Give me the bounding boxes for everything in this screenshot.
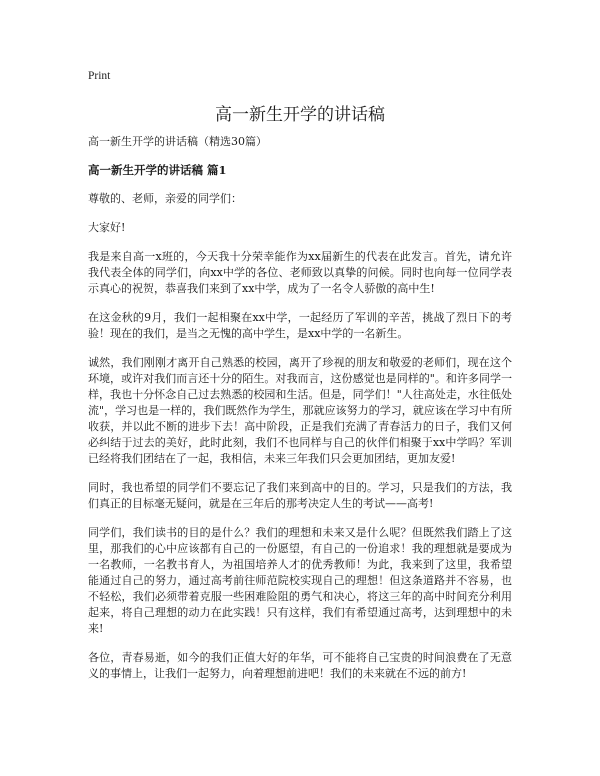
paragraph-greeting: 大家好!	[88, 221, 126, 234]
document-title: 高一新生开学的讲话稿	[215, 105, 385, 125]
paragraph: 我是来自高一x班的，今天我十分荣幸能作为xx届新生的代表在此发言。首先，请允许我代表全体的同学们，向xx中学的各位、老师致以真挚的问候。同时也向每一位同学表示真心的祝贺，恭喜我们来到了xx中学，成为了一名令人骄傲的高中生!	[88, 250, 512, 295]
paragraph: 在这金秋的9月，我们一起相聚在xx中学，一起经历了军训的辛苦，挑战了烈日下的考验！现在的我们，是当之无愧的高中学生，是xx中学的一名新生。	[88, 311, 512, 340]
paragraph: 同时，我也希望的同学们不要忘记了我们来到高中的目的。学习，只是我们的方法，我们真正的目标毫无疑问，就是在三年后的那考决定人生的考试——高考!	[88, 481, 512, 510]
paragraph-salutation: 尊敬的、老师，亲爱的同学们：	[88, 192, 242, 205]
paragraph: 同学们，我们读书的目的是什么？我们的理想和未来又是什么呢？但既然我们踏上了这里，那我们的心中应该都有自己的一份愿望，有自己的一份追求！我的理想就是要成为一名教师，一名教书育人，为祖国培养人才的优秀教师！为此，我来到了这里，我希望能通过自己的努力，通过高考前往师范院校实现自己的理想！但这条道路并不容易，也不轻松，我们必须带着克服一些困难险阻的勇气和决心，将这三年的高中时间充分利用起来，将自己理想的动力在此实践！只有这样，我们有希望通过高考，达到理想中的未来!	[88, 526, 512, 635]
paragraph: 各位，青春易逝，如今的我们正值大好的年华，可不能将自己宝贵的时间浪费在了无意义的事情上，让我们一起努力，向着理想前进吧！我们的未来就在不远的前方!	[88, 651, 512, 680]
document-body	[88, 134, 512, 695]
section-heading: 高一新生开学的讲话稿 篇1	[88, 163, 227, 177]
print-link[interactable]: Print	[88, 70, 111, 82]
document-subtitle: 高一新生开学的讲话稿（精选30篇）	[88, 135, 267, 148]
paragraph: 诚然，我们刚刚才离开自己熟悉的校园，离开了珍视的朋友和敬爱的老师们，现在这个环境，或许对我们而言还十分的陌生。对我而言，这份感觉也是同样的"。和许多同学一样，我也十分怀念自己过去熟悉的校园和生活。但是，同学们！"人往高处走，水往低处流"，学习也是一样的，我们既然作为学生，那就应该努力的学习，就应该在学习中有所收获，并以此不断的进步下去！高中阶段，正是我们充满了青春活力的日子，我们又何必纠结于过去的美好，此时此刻，我们不也同样与自己的伙伴们相聚于xx中学吗？军训已经将我们团结在了一起，我相信，未来三年我们只会更加团结，更加友爱!	[88, 356, 512, 465]
